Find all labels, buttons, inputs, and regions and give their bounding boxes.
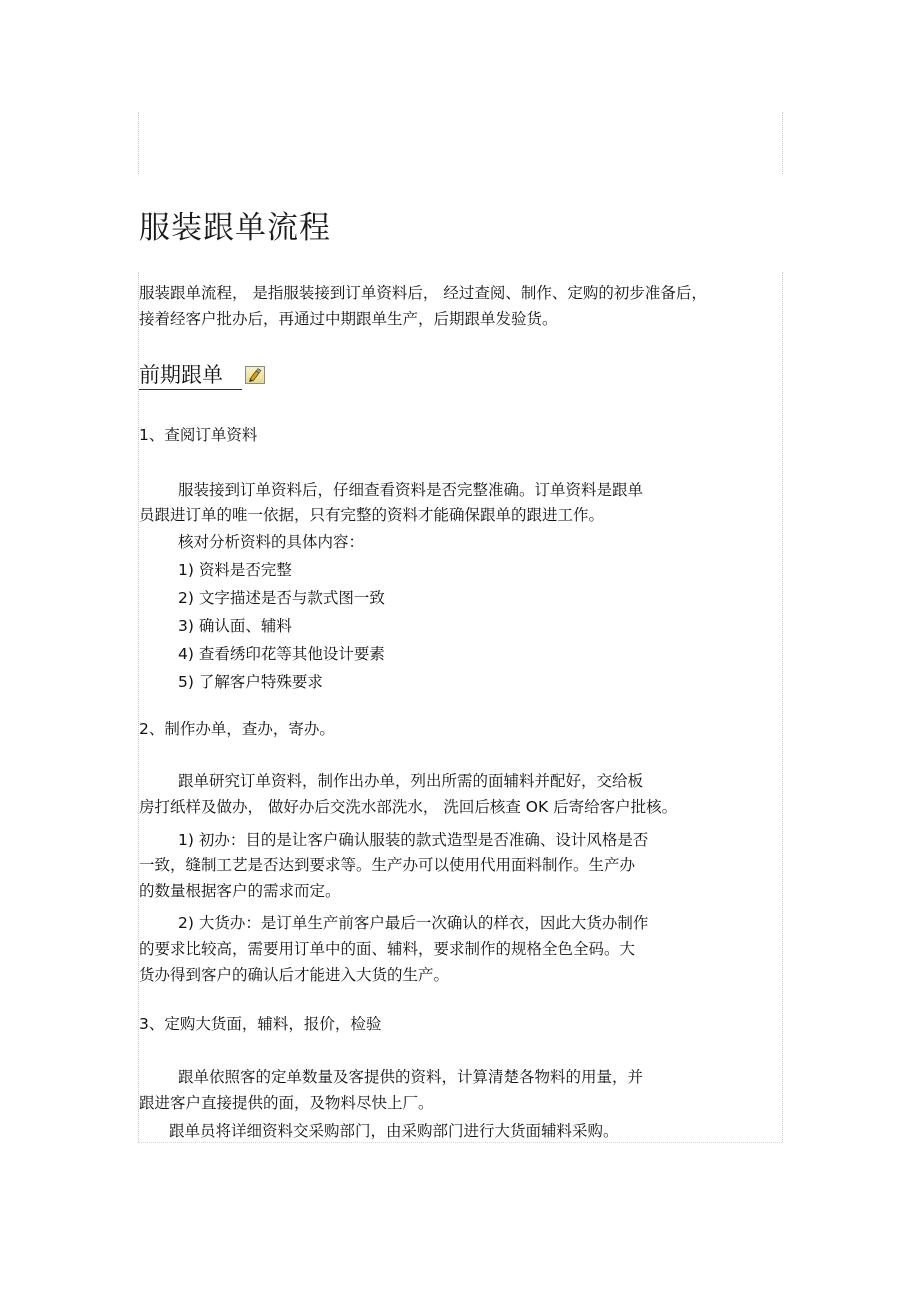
list-item: 4) 查看绣印花等其他设计要素 xyxy=(178,645,385,663)
body-left-guide xyxy=(138,272,139,1142)
item3-para-2: 跟单员将详细资料交采购部门，由采购部门进行大货面辅料采购。 xyxy=(169,1122,619,1140)
list-item: 3) 确认面、辅料 xyxy=(178,617,292,635)
item1-heading: 1、查阅订单资料 xyxy=(139,426,258,444)
intro-line-2: 接着经客户批办后，再通过中期跟单生产，后期跟单发验货。 xyxy=(139,310,558,328)
list-item: 2) 文字描述是否与款式图一致 xyxy=(178,589,385,607)
item1-list-intro: 核对分析资料的具体内容： xyxy=(178,533,365,551)
item2-para-line-2: 房打纸样及做办， 做好办后交洗水部洗水， 洗回后核查 OK 后寄给客户批核。 xyxy=(139,798,678,816)
item2-sub1-line-2: 一致，缝制工艺是否达到要求等。生产办可以使用代用面料制作。生产办 xyxy=(139,856,636,874)
item2-sub2-line-2: 的要求比较高，需要用订单中的面、辅料，要求制作的规格全色全码。大 xyxy=(139,940,636,958)
section-heading-early-followup: 前期跟单 xyxy=(139,365,242,390)
body-right-guide xyxy=(782,272,783,1142)
item3-para-line-2: 跟进客户直接提供的面，及物料尽快上厂。 xyxy=(139,1094,434,1112)
item1-para-line-2: 员跟进订单的唯一依据，只有完整的资料才能确保跟单的跟进工作。 xyxy=(139,506,605,524)
body-bottom-guide xyxy=(138,1142,782,1143)
item2-heading: 2、制作办单，查办，寄办。 xyxy=(139,720,335,738)
list-item: 1) 资料是否完整 xyxy=(178,561,292,579)
item2-sub2-line-1: 2) 大货办：是订单生产前客户最后一次确认的样衣，因此大货办制作 xyxy=(178,914,649,932)
list-item: 5) 了解客户特殊要求 xyxy=(178,673,323,691)
edit-icon[interactable] xyxy=(245,366,265,384)
item2-sub2-line-3: 货办得到客户的确认后才能进入大货的生产。 xyxy=(139,966,450,984)
top-left-guide xyxy=(138,112,139,174)
item3-heading: 3、定购大货面，辅料，报价，检验 xyxy=(139,1015,382,1033)
item3-para-line-1: 跟单依照客的定单数量及客提供的资料，计算清楚各物料的用量，并 xyxy=(178,1068,644,1086)
item2-sub1-line-1: 1) 初办：目的是让客户确认服装的款式造型是否准确、设计风格是否 xyxy=(178,831,649,849)
item1-para-line-1: 服装接到订单资料后，仔细查看资料是否完整准确。订单资料是跟单 xyxy=(178,481,644,499)
top-right-guide xyxy=(782,112,783,174)
document-title: 服装跟单流程 xyxy=(139,210,331,246)
item2-sub1-line-3: 的数量根据客户的需求而定。 xyxy=(139,882,341,900)
intro-line-1: 服装跟单流程， 是指服装接到订单资料后， 经过查阅、制作、定购的初步准备后， xyxy=(139,284,707,302)
item2-para-line-1: 跟单研究订单资料，制作出办单，列出所需的面辅料并配好，交给板 xyxy=(178,772,644,790)
